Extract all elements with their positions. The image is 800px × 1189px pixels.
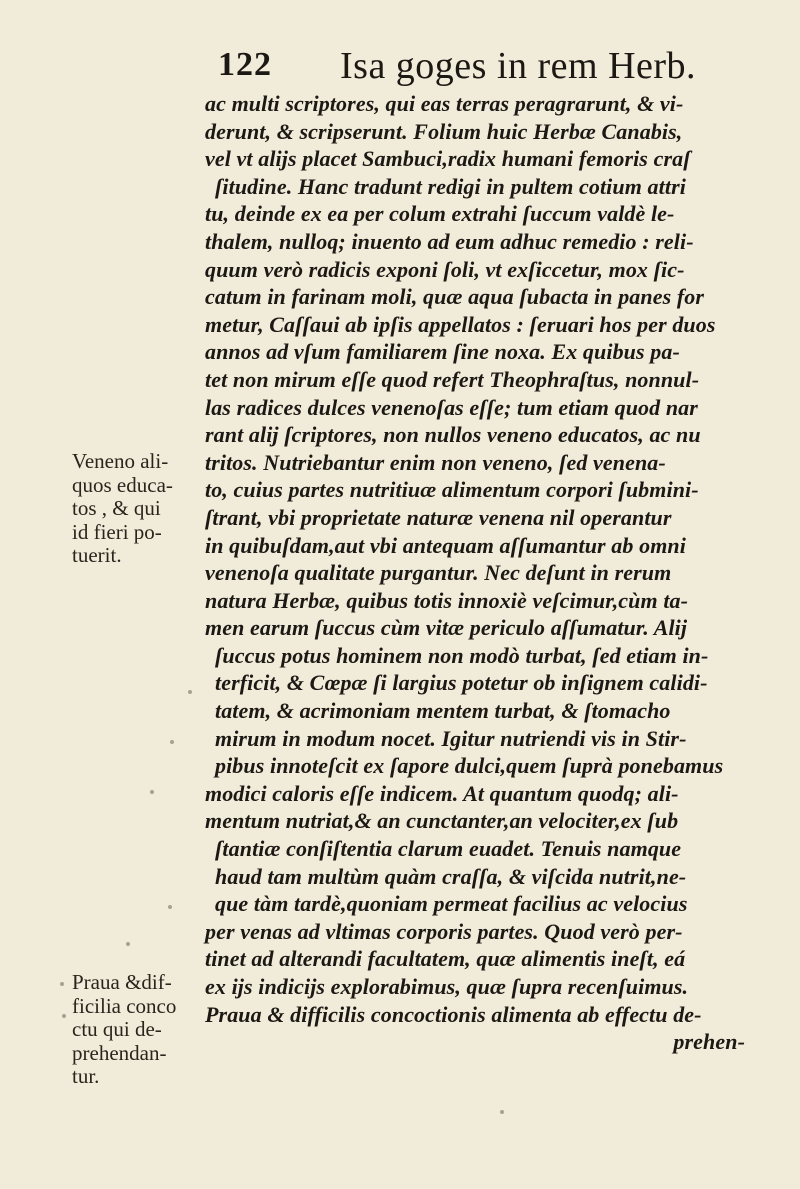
text-line: derunt, & scripserunt. Folium huic Herbæ Canabis, [205, 118, 683, 144]
running-title: Isa goges in rem Herb. [340, 45, 697, 87]
text-line: to, cuius partes nutritiuæ alimentum corpori ſubmini- [205, 477, 699, 503]
text-line: ſtantiæ conſiſtentia clarum euadet. Tenuis namque [215, 836, 682, 862]
margin-note-line: quos educa- [72, 472, 173, 497]
margin-note-line: ficilia conco [72, 993, 177, 1018]
margin-note-line: tos , & qui [72, 496, 161, 520]
margin-note-line: id fieri po- [72, 519, 162, 544]
text-line: rant alij ſcriptores, non nullos veneno educatos, ac nu [205, 422, 701, 448]
text-line: tet non mirum eſſe quod refert Theophraſtus, nonnul- [205, 366, 700, 392]
ink-speck [62, 1014, 66, 1018]
text-line: quum verò radicis exponi ſoli, vt exſiccetur, mox ſic- [205, 256, 685, 282]
ink-speck [188, 690, 192, 694]
page-header [218, 40, 758, 88]
ink-speck [500, 1110, 504, 1114]
margin-note-line: Veneno ali- [72, 449, 169, 473]
text-line: ſtrant, vbi proprietate naturæ venena nil operantur [205, 504, 672, 530]
text-line: Praua & difficilis concoctionis alimenta ab effectu de- [205, 1001, 702, 1027]
text-line: que tàm tardè,quoniam permeat facilius ac velocius [215, 891, 688, 917]
margin-note-line: tuerit. [72, 543, 122, 567]
text-line: ac multi scriptores, qui eas terras peragrarunt, & vi- [205, 91, 684, 116]
ink-speck [126, 942, 130, 946]
text-line: ex ijs indicijs explorabimus, quæ ſupra recenſuimus. [205, 974, 689, 999]
ink-speck [150, 790, 154, 794]
text-line: per venas ad vltimas corporis partes. Quod verò per- [205, 918, 683, 944]
text-line: las radices dulces venenoſas eſſe; tum etiam quod nar [205, 394, 698, 420]
text-line: tritos. Nutriebantur enim non veneno, ſed venena- [205, 449, 666, 475]
text-line: in quibuſdam,aut vbi antequam aſſumantur ab omni [205, 532, 686, 558]
text-line: haud tam multùm quàm craſſa, & viſcida nutrit,ne- [215, 863, 687, 889]
catchword: prehen- [673, 1029, 745, 1055]
main-text-block [205, 90, 765, 1056]
ink-speck [170, 740, 174, 744]
text-line: pibus innoteſcit ex ſapore dulci,quem ſuprà ponebamus [215, 753, 724, 779]
text-line: tatem, & acrimoniam mentem turbat, & ſtomacho [215, 698, 671, 724]
margin-note-line: ctu qui de- [72, 1017, 162, 1041]
text-line: metur, Caſſaui ab ipſis appellatos : ſeruari hos per duos [205, 311, 716, 337]
text-line: terficit, & Cœpæ ſi largius potetur ob inſignem calidi- [215, 670, 708, 696]
ink-speck [168, 905, 172, 909]
text-line: catum in farinam moli, quæ aqua ſubacta in panes for [205, 284, 705, 310]
text-line: tu, deinde ex ea per colum extrahi ſuccum valdè le- [205, 201, 675, 227]
text-line: men earum ſuccus cùm vitæ periculo aſſumatur. Alij [205, 615, 688, 641]
text-line: mentum nutriat,& an cunctanter,an velociter,ex ſub [205, 808, 679, 834]
text-line: mirum in modum nocet. Igitur nutriendi vis in Stir- [215, 725, 687, 751]
margin-note-line: tur. [72, 1064, 100, 1088]
text-line: ſitudine. Hanc tradunt redigi in pultem cotium attri [215, 173, 686, 199]
page-number: 122 [218, 46, 272, 83]
text-line: natura Herbæ, quibus totis innoxiè veſcimur,cùm ta- [205, 587, 689, 613]
ink-speck [60, 982, 64, 986]
text-line: modici caloris eſſe indicem. At quantum quodq; ali- [205, 780, 679, 806]
margin-note-line: prehendan- [72, 1040, 167, 1065]
text-line: vel vt alijs placet Sambuci,radix humani femoris craſ [205, 146, 691, 172]
margin-note-veneno [72, 450, 212, 568]
text-line: venenoſa qualitate purgantur. Nec deſunt in rerum [205, 560, 672, 586]
text-line: tinet ad alterandi facultatem, quæ alimentis ineſt, eá [205, 946, 686, 972]
text-line: annos ad vſum familiarem ſine noxa. Ex quibus pa- [205, 339, 680, 365]
margin-note-praua [72, 971, 212, 1089]
margin-note-line: Praua &dif- [72, 970, 172, 994]
text-line: thalem, nulloq; inuento ad eum adhuc remedio : reli- [205, 228, 694, 254]
text-line: ſuccus potus hominem non modò turbat, ſed etiam in- [215, 642, 709, 668]
